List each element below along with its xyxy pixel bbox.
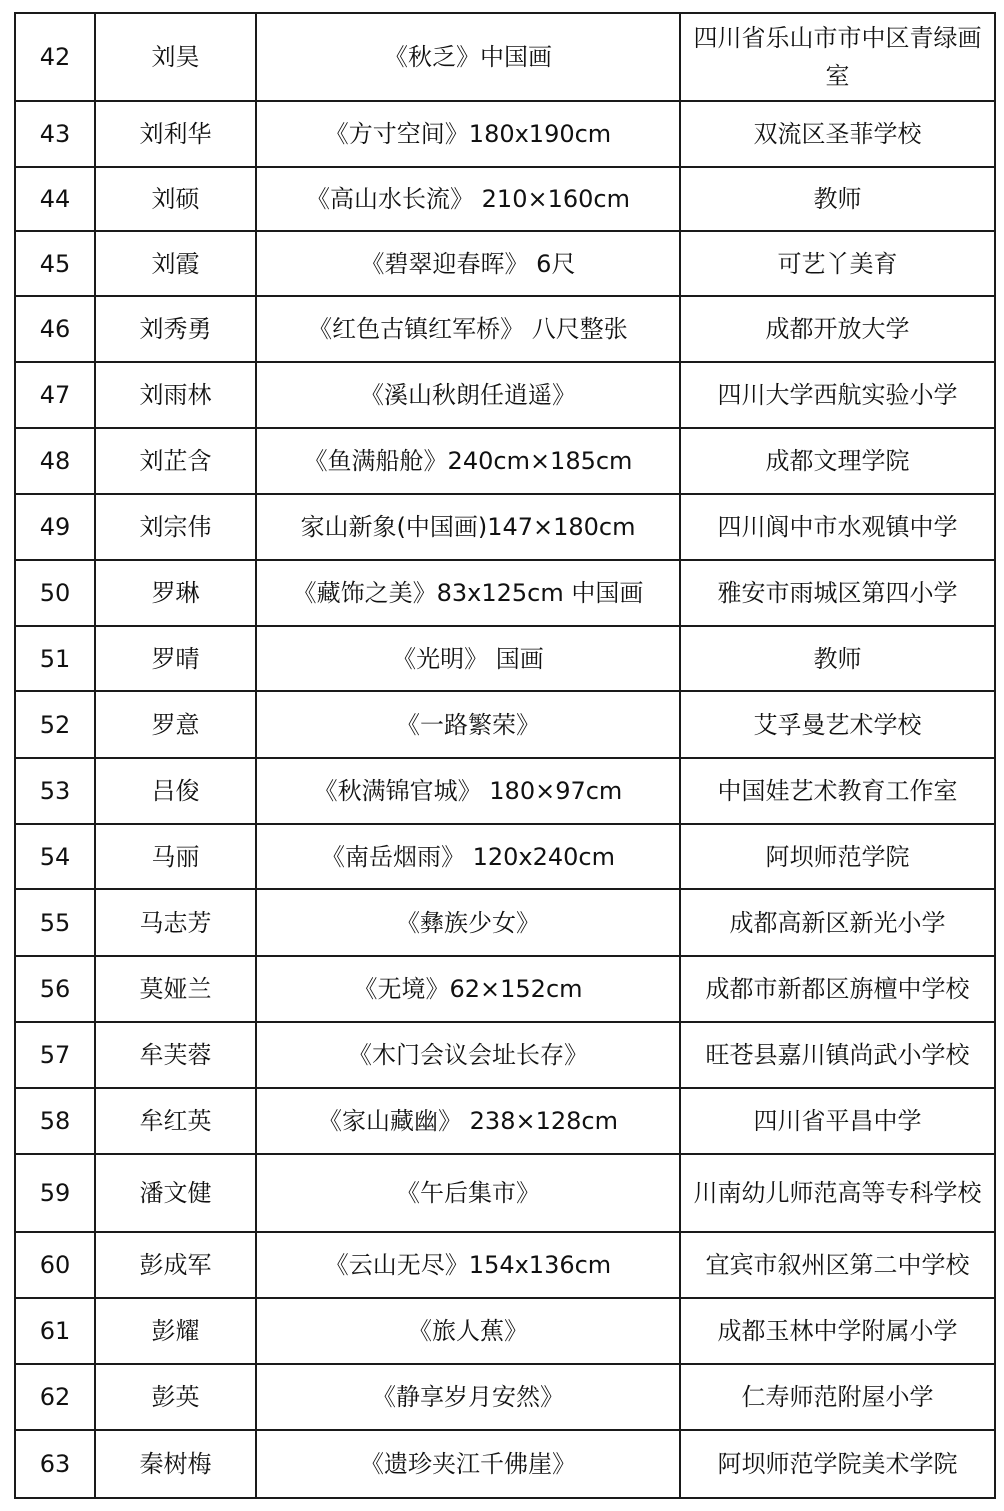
artwork-cell: 《家山藏幽》 238×128cm <box>256 1088 680 1154</box>
table-row <box>15 1298 995 1364</box>
organization-cell: 成都玉林中学附属小学 <box>680 1298 995 1364</box>
artwork-cell: 《碧翠迎春晖》 6尺 <box>256 231 680 296</box>
organization-cell: 四川大学西航实验小学 <box>680 362 995 428</box>
name-cell: 刘霞 <box>95 231 256 296</box>
artwork-cell: 《方寸空间》180x190cm <box>256 101 680 167</box>
artwork-cell: 《云山无尽》154x136cm <box>256 1232 680 1298</box>
row-number-cell: 52 <box>15 691 95 758</box>
row-number-cell: 59 <box>15 1154 95 1232</box>
table-row <box>15 296 995 362</box>
row-number-cell: 61 <box>15 1298 95 1364</box>
row-number-cell: 44 <box>15 167 95 231</box>
table-row <box>15 560 995 626</box>
table-row <box>15 1088 995 1154</box>
organization-cell: 成都开放大学 <box>680 296 995 362</box>
organization-cell: 四川阆中市水观镇中学 <box>680 494 995 560</box>
organization-cell: 中国娃艺术教育工作室 <box>680 758 995 824</box>
row-number-cell: 60 <box>15 1232 95 1298</box>
artwork-cell: 《溪山秋朗任逍遥》 <box>256 362 680 428</box>
table-row <box>15 101 995 167</box>
name-cell: 刘雨林 <box>95 362 256 428</box>
organization-cell: 仁寿师范附屋小学 <box>680 1364 995 1430</box>
name-cell: 马志芳 <box>95 889 256 956</box>
row-number-cell: 47 <box>15 362 95 428</box>
name-cell: 刘芷含 <box>95 428 256 494</box>
artwork-cell: 《秋乏》中国画 <box>256 13 680 101</box>
artwork-cell: 《秋满锦官城》 180×97cm <box>256 758 680 824</box>
name-cell: 罗意 <box>95 691 256 758</box>
table-row <box>15 1232 995 1298</box>
artwork-cell: 《一路繁荣》 <box>256 691 680 758</box>
organization-cell: 旺苍县嘉川镇尚武小学校 <box>680 1022 995 1088</box>
row-number-cell: 53 <box>15 758 95 824</box>
table-row <box>15 824 995 889</box>
row-number-cell: 43 <box>15 101 95 167</box>
table-row <box>15 167 995 231</box>
row-number-cell: 55 <box>15 889 95 956</box>
row-number-cell: 50 <box>15 560 95 626</box>
table-row <box>15 494 995 560</box>
roster-table <box>14 12 996 1499</box>
table-row <box>15 362 995 428</box>
table-row <box>15 13 995 101</box>
row-number-cell: 45 <box>15 231 95 296</box>
name-cell: 马丽 <box>95 824 256 889</box>
row-number-cell: 42 <box>15 13 95 101</box>
organization-cell: 教师 <box>680 626 995 691</box>
name-cell: 刘昊 <box>95 13 256 101</box>
artwork-cell: 《藏饰之美》83x125cm 中国画 <box>256 560 680 626</box>
name-cell: 彭成军 <box>95 1232 256 1298</box>
table-row <box>15 231 995 296</box>
organization-cell: 川南幼儿师范高等专科学校 <box>680 1154 995 1232</box>
artwork-cell: 家山新象(中国画)147×180cm <box>256 494 680 560</box>
artwork-cell: 《静享岁月安然》 <box>256 1364 680 1430</box>
row-number-cell: 56 <box>15 956 95 1022</box>
table-row <box>15 1364 995 1430</box>
row-number-cell: 54 <box>15 824 95 889</box>
row-number-cell: 62 <box>15 1364 95 1430</box>
organization-cell: 可艺丫美育 <box>680 231 995 296</box>
table-row <box>15 889 995 956</box>
table-row <box>15 691 995 758</box>
table-row <box>15 1022 995 1088</box>
name-cell: 牟芙蓉 <box>95 1022 256 1088</box>
artwork-cell: 《高山水长流》 210×160cm <box>256 167 680 231</box>
organization-cell: 教师 <box>680 167 995 231</box>
artwork-cell: 《鱼满船舱》240cm×185cm <box>256 428 680 494</box>
name-cell: 秦树梅 <box>95 1430 256 1498</box>
organization-cell: 宜宾市叙州区第二中学校 <box>680 1232 995 1298</box>
name-cell: 莫娅兰 <box>95 956 256 1022</box>
name-cell: 罗晴 <box>95 626 256 691</box>
row-number-cell: 49 <box>15 494 95 560</box>
name-cell: 牟红英 <box>95 1088 256 1154</box>
organization-cell: 成都高新区新光小学 <box>680 889 995 956</box>
table-row <box>15 1430 995 1498</box>
table-row <box>15 428 995 494</box>
name-cell: 罗琳 <box>95 560 256 626</box>
row-number-cell: 48 <box>15 428 95 494</box>
artwork-cell: 《南岳烟雨》 120x240cm <box>256 824 680 889</box>
artwork-cell: 《旅人蕉》 <box>256 1298 680 1364</box>
table-row <box>15 758 995 824</box>
organization-cell: 成都文理学院 <box>680 428 995 494</box>
table-row <box>15 626 995 691</box>
name-cell: 彭英 <box>95 1364 256 1430</box>
organization-cell: 阿坝师范学院美术学院 <box>680 1430 995 1498</box>
row-number-cell: 58 <box>15 1088 95 1154</box>
name-cell: 刘利华 <box>95 101 256 167</box>
artwork-cell: 《光明》 国画 <box>256 626 680 691</box>
row-number-cell: 46 <box>15 296 95 362</box>
name-cell: 刘硕 <box>95 167 256 231</box>
name-cell: 潘文健 <box>95 1154 256 1232</box>
artwork-cell: 《无境》62×152cm <box>256 956 680 1022</box>
organization-cell: 阿坝师范学院 <box>680 824 995 889</box>
row-number-cell: 57 <box>15 1022 95 1088</box>
name-cell: 刘宗伟 <box>95 494 256 560</box>
artwork-cell: 《红色古镇红军桥》 八尺整张 <box>256 296 680 362</box>
artwork-cell: 《遗珍夹江千佛崖》 <box>256 1430 680 1498</box>
roster-body <box>15 13 995 1498</box>
organization-cell: 艾孚曼艺术学校 <box>680 691 995 758</box>
name-cell: 吕俊 <box>95 758 256 824</box>
name-cell: 彭耀 <box>95 1298 256 1364</box>
row-number-cell: 51 <box>15 626 95 691</box>
table-row <box>15 956 995 1022</box>
organization-cell: 四川省平昌中学 <box>680 1088 995 1154</box>
artwork-cell: 《午后集市》 <box>256 1154 680 1232</box>
name-cell: 刘秀勇 <box>95 296 256 362</box>
organization-cell: 成都市新都区旃檀中学校 <box>680 956 995 1022</box>
organization-cell: 双流区圣菲学校 <box>680 101 995 167</box>
organization-cell: 雅安市雨城区第四小学 <box>680 560 995 626</box>
organization-cell: 四川省乐山市市中区青绿画室 <box>680 13 995 101</box>
row-number-cell: 63 <box>15 1430 95 1498</box>
artwork-cell: 《木门会议会址长存》 <box>256 1022 680 1088</box>
artwork-cell: 《彝族少女》 <box>256 889 680 956</box>
table-row <box>15 1154 995 1232</box>
